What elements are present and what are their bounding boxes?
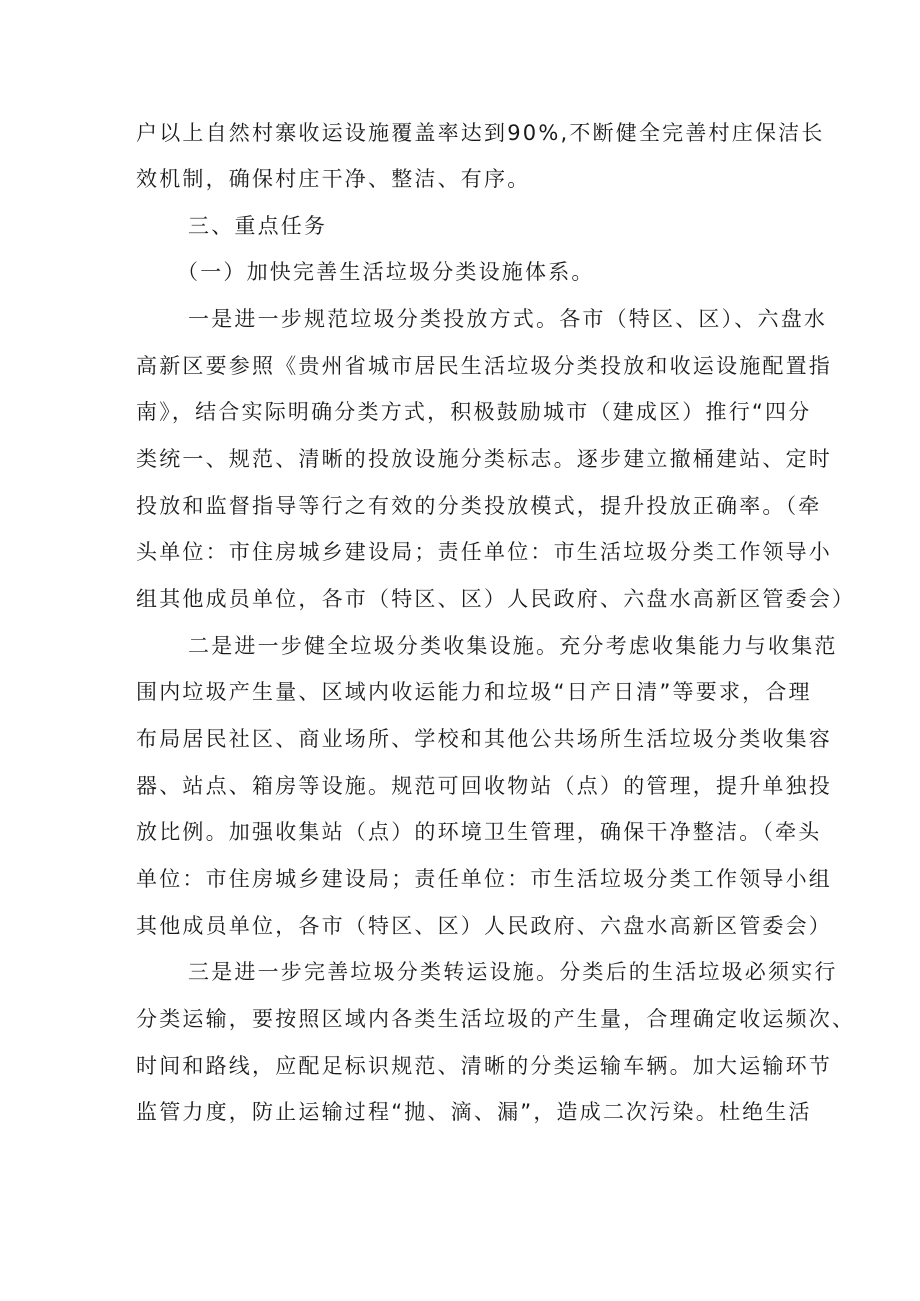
section-heading: 三、重点任务: [188, 214, 328, 238]
paragraph-line: 南》，结合实际明确分类方式，积极鼓励城市（建成区）推行“四分: [136, 400, 812, 424]
text-line: 户以上自然村寨收运设施覆盖率达到90%,不断健全完善村庄保洁长: [136, 121, 825, 145]
paragraph-line: 放比例。加强收集站（点）的环境卫生管理，确保干净整洁。（牵头: [136, 820, 822, 844]
paragraph-line: 组其他成员单位，各市（特区、区）人民政府、六盘水高新区管委会）: [136, 587, 856, 611]
paragraph-line: 投放和监督指导等行之有效的分类投放模式，提升投放正确率。（牵: [136, 494, 822, 518]
paragraph-line: 布局居民社区、商业场所、学校和其他公共场所生活垃圾分类收集容: [136, 727, 832, 751]
paragraph-line: 其他成员单位，各市（特区、区）人民政府、六盘水高新区管委会）: [136, 914, 832, 938]
paragraph-line: 三是进一步完善垃圾分类转运设施。分类后的生活垃圾必须实行: [188, 960, 838, 984]
text-line: 效机制，确保村庄干净、整洁、有序。: [136, 167, 531, 191]
subsection-heading: （一）加快完善生活垃圾分类设施体系。: [177, 260, 595, 284]
paragraph-line: 高新区要参照《贵州省城市居民生活垃圾分类投放和收运设施配置指: [136, 354, 832, 378]
paragraph-line: 单位：市住房城乡建设局；责任单位：市生活垃圾分类工作领导小组: [136, 867, 832, 891]
paragraph-line: 围内垃圾产生量、区域内收运能力和垃圾“日产日清”等要求，合理: [136, 680, 812, 704]
paragraph-line: 二是进一步健全垃圾分类收集设施。充分考虑收集能力与收集范: [188, 634, 838, 658]
paragraph-line: 器、站点、箱房等设施。规范可回收物站（点）的管理，提升单独投: [136, 774, 832, 798]
paragraph-line: 头单位：市住房城乡建设局；责任单位：市生活垃圾分类工作领导小: [136, 540, 832, 564]
paragraph-line: 时间和路线，应配足标识规范、清晰的分类运输车辆。加大运输环节: [136, 1054, 832, 1078]
paragraph-line: 一是进一步规范垃圾分类投放方式。各市（特区、区）、六盘水: [188, 307, 828, 331]
paragraph-line: 类统一、规范、清晰的投放设施分类标志。逐步建立撤桶建站、定时: [136, 447, 832, 471]
paragraph-line: 分类运输，要按照区域内各类生活垃圾的产生量，合理确定收运频次、: [136, 1007, 856, 1031]
paragraph-line: 监管力度，防止运输过程“抛、滴、漏”，造成二次污染。杜绝生活: [136, 1100, 812, 1124]
